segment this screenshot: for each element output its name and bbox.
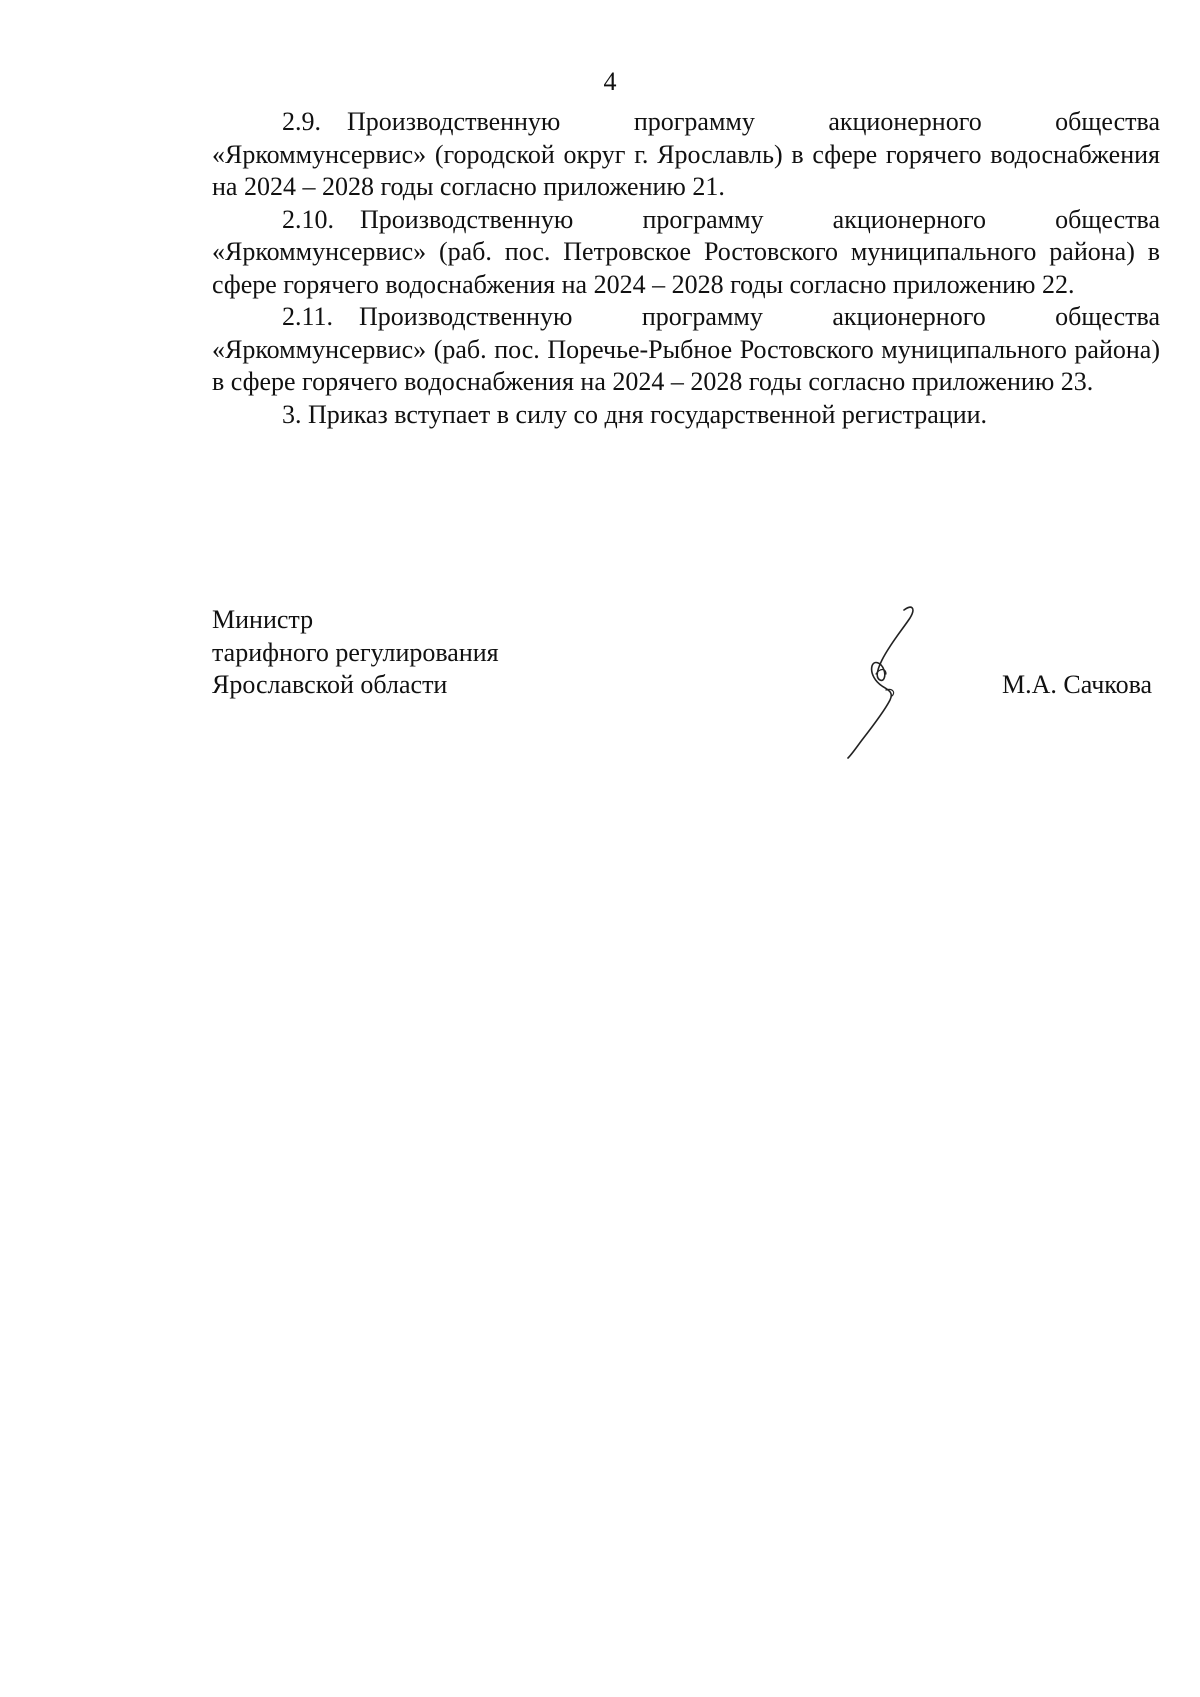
page-number: 4 xyxy=(603,67,617,96)
paragraph-2-10: 2.10. Производственную программу акционерного общества «Яркоммунсервис» (раб. пос. Петровское Ростовского муниципального района) в сфере горячего водоснабжения на 2024 – 2028 годы согласно приложению 22. xyxy=(212,204,1160,299)
paragraph-3: 3. Приказ вступает в силу со дня государственной регистрации. xyxy=(282,399,988,429)
signer-position-line-3: Ярославской области xyxy=(212,670,448,699)
handwritten-signature-icon xyxy=(846,604,956,764)
signer-position-line-1: Министр xyxy=(212,605,314,634)
paragraph-2-11: 2.11. Производственную программу акционерного общества «Яркоммунсервис» (раб. пос. Поречье-Рыбное Ростовского муниципального района) в сфере горячего водоснабжения на 2024 – 2028 годы согласно приложению 23. xyxy=(212,302,1160,396)
signer-position-line-2: тарифного регулирования xyxy=(212,637,499,667)
signer-name: М.А. Сачкова xyxy=(1002,670,1153,699)
signature-block xyxy=(212,604,1172,764)
paragraph-2-9: 2.9. Производственную программу акционерного общества «Яркоммунсервис» (городской округ г. Ярославль) в сфере горячего водоснабжения на 2024 – 2028 годы согласно приложению 21. xyxy=(212,107,1160,201)
document-body xyxy=(212,106,1160,431)
